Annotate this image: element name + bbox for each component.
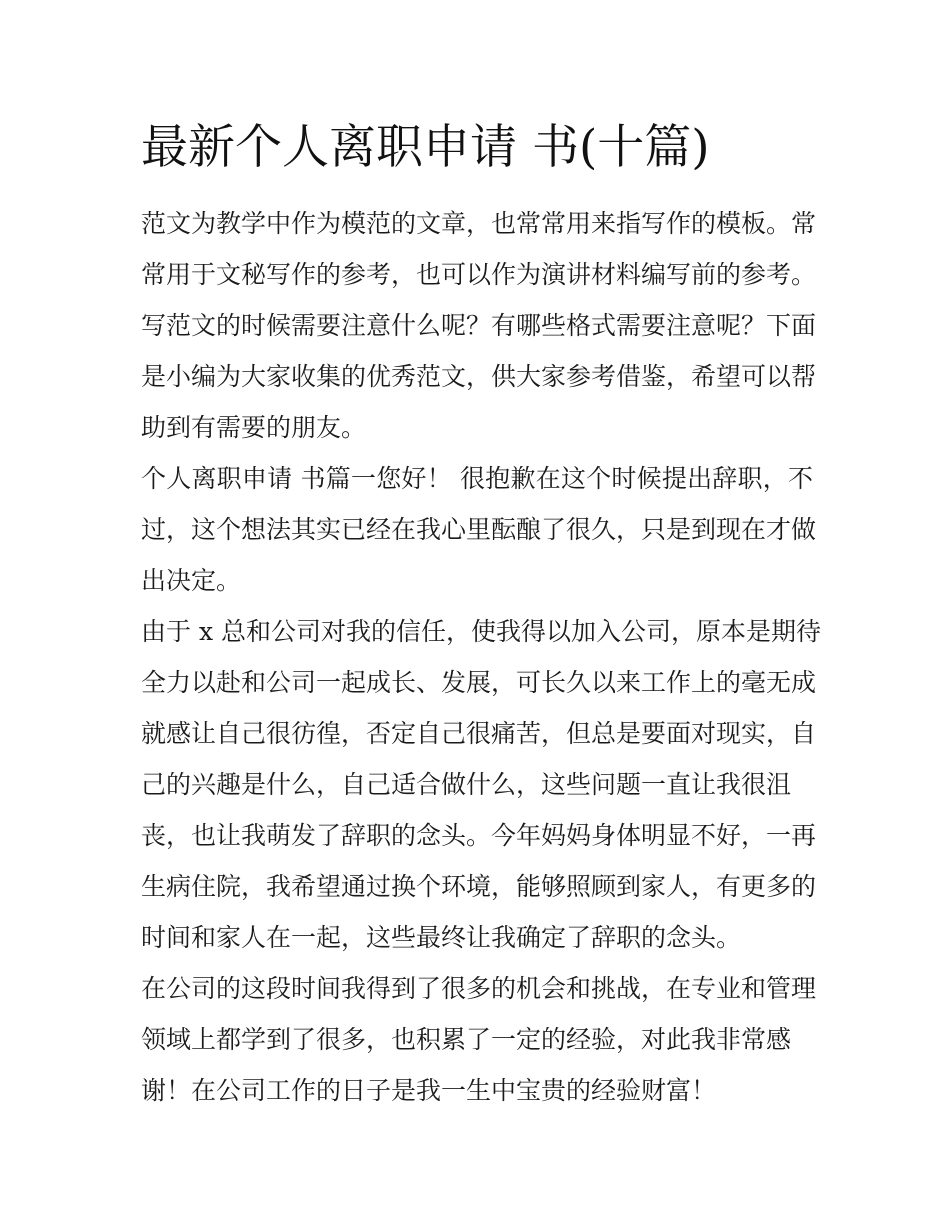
paragraph-line: 出决定。 xyxy=(141,566,242,595)
paragraph-line: 领域上都学到了很多，也积累了一定的经验，对此我非常感 xyxy=(141,1025,792,1054)
paragraph-line: 在公司的这段时间我得到了很多的机会和挑战，在专业和管理 xyxy=(141,974,817,1003)
paragraph-line: 过，这个想法其实已经在我心里酝酿了很久，只是到现在才做 xyxy=(141,515,817,544)
paragraph-line: 谢！在公司工作的日子是我一生中宝贵的经验财富！ xyxy=(141,1076,717,1105)
paragraph-line: 助到有需要的朋友。 xyxy=(141,413,367,442)
paragraph-line: 写范文的时候需要注意什么呢？有哪些格式需要注意呢？下面 xyxy=(141,311,817,340)
paragraph-line: 全力以赴和公司一起成长、发展，可长久以来工作上的毫无成 xyxy=(141,668,817,697)
paragraph-line: 由于 x 总和公司对我的信任，使我得以加入公司，原本是期待 xyxy=(141,617,821,646)
paragraph-line: 时间和家人在一起，这些最终让我确定了辞职的念头。 xyxy=(141,923,742,952)
paragraph-line: 生病住院，我希望通过换个环境，能够照顾到家人，有更多的 xyxy=(141,872,817,901)
paragraph-line: 范文为教学中作为模范的文章，也常常用来指写作的模板。常 xyxy=(141,209,817,238)
document-title: 最新个人离职申请 书(十篇) xyxy=(141,120,710,175)
paragraph-line: 常用于文秘写作的参考，也可以作为演讲材料编写前的参考。 xyxy=(141,260,817,289)
paragraph-line: 丧，也让我萌发了辞职的念头。今年妈妈身体明显不好，一再 xyxy=(141,821,817,850)
paragraph-line: 己的兴趣是什么，自己适合做什么，这些问题一直让我很沮 xyxy=(141,770,792,799)
paragraph-line: 是小编为大家收集的优秀范文，供大家参考借鉴，希望可以帮 xyxy=(141,362,817,391)
paragraph-line: 个人离职申请 书篇一您好！ 很抱歉在这个时候提出辞职，不 xyxy=(141,464,813,493)
document-body xyxy=(141,198,821,1116)
paragraph-line: 就感让自己很彷徨，否定自己很痛苦，但总是要面对现实，自 xyxy=(141,719,817,748)
